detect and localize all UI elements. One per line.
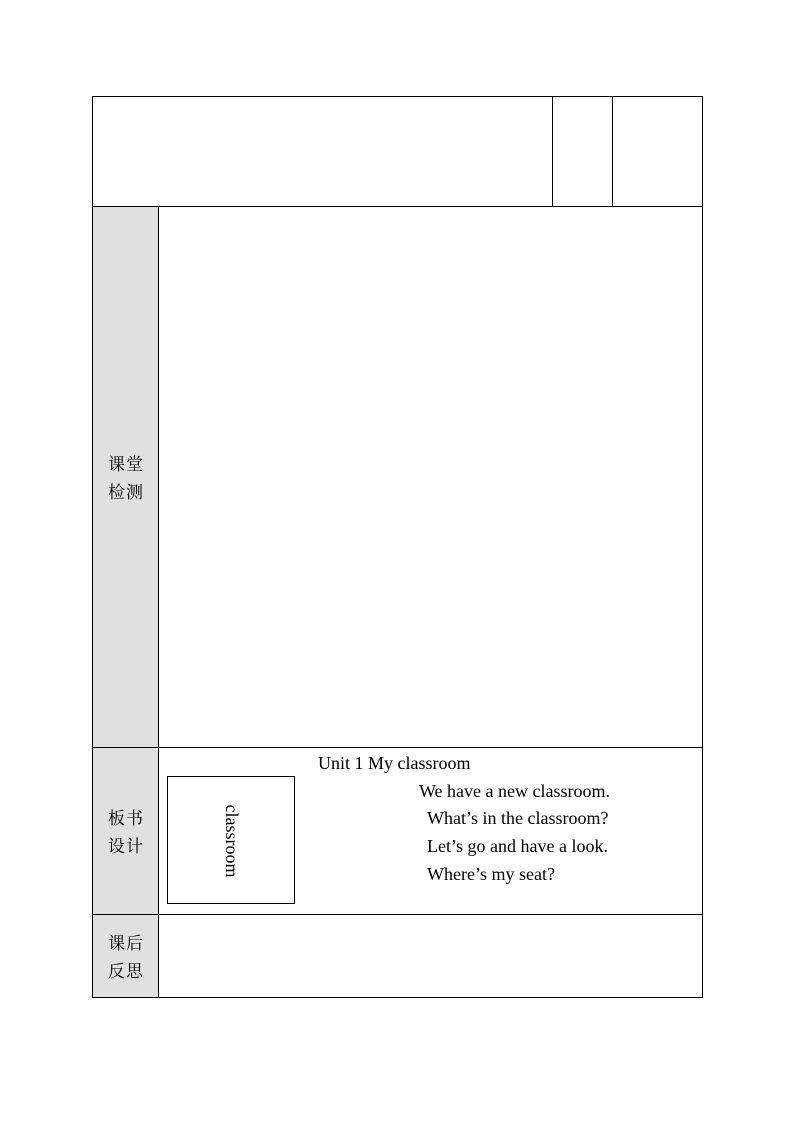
check-label-line2: 检测	[108, 483, 144, 503]
check-label	[93, 451, 159, 507]
reflection-label-line1: 课后	[108, 934, 144, 954]
reflection-label	[93, 930, 159, 986]
classroom-box-word: classroom	[222, 804, 242, 878]
board-label-line1: 板书	[108, 809, 144, 829]
row-divider-3	[92, 914, 703, 915]
check-label-line1: 课堂	[108, 455, 144, 475]
classroom-box	[167, 776, 295, 904]
board-label-line2: 设计	[108, 837, 144, 857]
label-column-divider	[158, 206, 159, 998]
top-row-divider-a	[552, 96, 553, 207]
board-line-2: What’s in the classroom?	[427, 808, 609, 828]
board-line-3: Let’s go and have a look.	[427, 836, 608, 856]
reflection-label-line2: 反思	[108, 962, 144, 982]
row-divider-2	[92, 747, 703, 748]
board-line-4: Where’s my seat?	[427, 864, 555, 884]
board-label	[93, 805, 159, 861]
board-title: Unit 1 My classroom	[318, 753, 471, 773]
board-line-1: We have a new classroom.	[419, 781, 610, 801]
table-border-left	[92, 96, 93, 998]
top-row-divider-b	[612, 96, 613, 207]
table-border-right	[702, 96, 703, 998]
table-border-bottom	[92, 997, 703, 998]
